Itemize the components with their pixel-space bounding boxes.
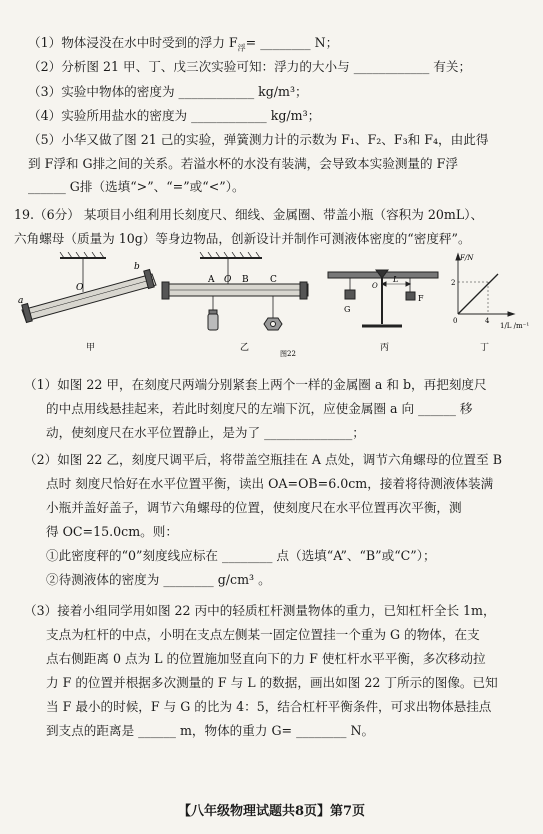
q19-part2-line2: 点时 刻度尺恰好在水平位置平衡，读出 OA=OB=6.0cm，接着将待测液体装满 <box>46 476 494 491</box>
q18-part5-line1: （5）小华又做了图 21 己的实验，弹簧测力计的示数为 F₁、F₂、F₃和 F₄，由此得 <box>28 132 489 147</box>
q19-part3-line2: 支点为杠杆的中点，小明在支点左侧某一固定位置挂一个重为 G 的物体，在支 <box>46 627 480 642</box>
axis-y-label: F/N <box>460 254 474 262</box>
q18-part5-line3: ______ G排（选填“>”、“=”或“<”）。 <box>28 179 245 194</box>
figure-yi <box>162 252 308 330</box>
q18-part5-line2: 到 F浮和 G排之间的关系。若溢水杯的水没有装满，会导致本实验测量的 F浮 <box>28 156 458 171</box>
q19-part3-line6: 到支点的距离是 ______ m，物体的重力 G= ________ N。 <box>46 723 375 738</box>
q19-part2-line1: （2）如图 22 乙，刻度尺调平后，将带盖空瓶挂在 A 点处，调节六角螺母的位置至 B <box>24 452 502 467</box>
label-F: F <box>418 294 424 303</box>
label-C: C <box>270 275 277 285</box>
caption-yi: 乙 <box>240 343 250 353</box>
q18-part1: （1）物体浸没在水中时受到的浮力 $F_浮=$ ________ N； <box>28 35 339 53</box>
tick-x-0: 0 <box>453 317 458 325</box>
figure-22 <box>10 252 535 362</box>
tick-y-2: 2 <box>451 279 456 287</box>
q19-part1-line3: 动，使刻度尺在水平位置静止，是为了 ______________； <box>46 425 365 440</box>
q18-part4: （4）实验所用盐水的密度为 ____________ kg/m³； <box>28 108 321 123</box>
label-b: b <box>134 262 140 272</box>
label-a: a <box>18 296 24 306</box>
q18-part2: （2）分析图 21 甲、丁、戊三次实验可知：浮力的大小与 ____________ 有关； <box>28 59 472 74</box>
q19-part2-line4: 得 OC=15.0cm。则： <box>46 524 178 539</box>
q19-part1-line1: （1）如图 22 甲，在刻度尺两端分别紧套上两个一样的金属圈 a 和 b，再把刻度尺 <box>24 377 487 392</box>
q19-part2-sub1: ①此密度秤的“0”刻度线应标在 ________ 点（选填“A”、“B”或“C”）； <box>46 548 436 563</box>
label-B: B <box>242 275 249 285</box>
label-L: L <box>393 275 399 284</box>
q19-part2-sub2: ②待测液体的密度为 ________ g/cm³ 。 <box>46 572 271 587</box>
q19-part3-line4: 力 F 的位置并根据多次测量的 F 与 L 的数据，画出如图 22 丁所示的图像。已知 <box>46 675 498 690</box>
caption-jia: 甲 <box>86 343 96 353</box>
page-footer: 【八年级物理试题共8页】第7页 <box>177 804 366 819</box>
label-O-bing: O <box>372 282 378 290</box>
caption-bing: 丙 <box>380 343 390 353</box>
label-G: G <box>344 305 351 314</box>
label-A: A <box>208 275 215 285</box>
figure-caption: 图22 <box>280 350 296 358</box>
label-O-jia: O <box>76 283 84 293</box>
tick-x-4: 4 <box>485 317 490 325</box>
q19-part2-line3: 小瓶并盖好盖子，调节六角螺母的位置，使刻度尺在水平位置再次平衡，测 <box>46 500 462 515</box>
label-O-yi: O <box>224 275 232 285</box>
caption-ding: 丁 <box>480 343 490 353</box>
q19-part3-line1: （3）接着小组同学用如图 22 丙中的轻质杠杆测量物体的重力，已知杠杆全长 1m， <box>24 603 496 618</box>
axis-x-label: 1/L /m⁻¹ <box>500 322 530 330</box>
q19-intro-line2: 六角螺母（质量为 10g）等身边物品，创新设计并制作可测液体密度的“密度秤”。 <box>14 231 471 246</box>
q19-intro-line1: 19.（6分） 某项目小组利用长刻度尺、细线、金属圈、带盖小瓶（容积为 20mL）、 <box>14 207 484 222</box>
q19-part1-line2: 的中点用线悬挂起来，若此时刻度尺的左端下沉，应使金属圈 a 向 ______ 移 <box>46 401 473 416</box>
q18-part3: （3）实验中物体的密度为 ____________ kg/m³； <box>28 84 308 99</box>
q19-part3-line3: 点右侧距离 0 点为 L 的位置施加竖直向下的力 F 使杠杆水平平衡，多次移动拉 <box>46 651 486 666</box>
q19-part3-line5: 当 F 最小的时候，F 与 G 的比为 4：5，结合杠杆平衡条件，可求出物体悬挂点 <box>46 699 492 714</box>
figure-ding-graph <box>456 254 514 316</box>
